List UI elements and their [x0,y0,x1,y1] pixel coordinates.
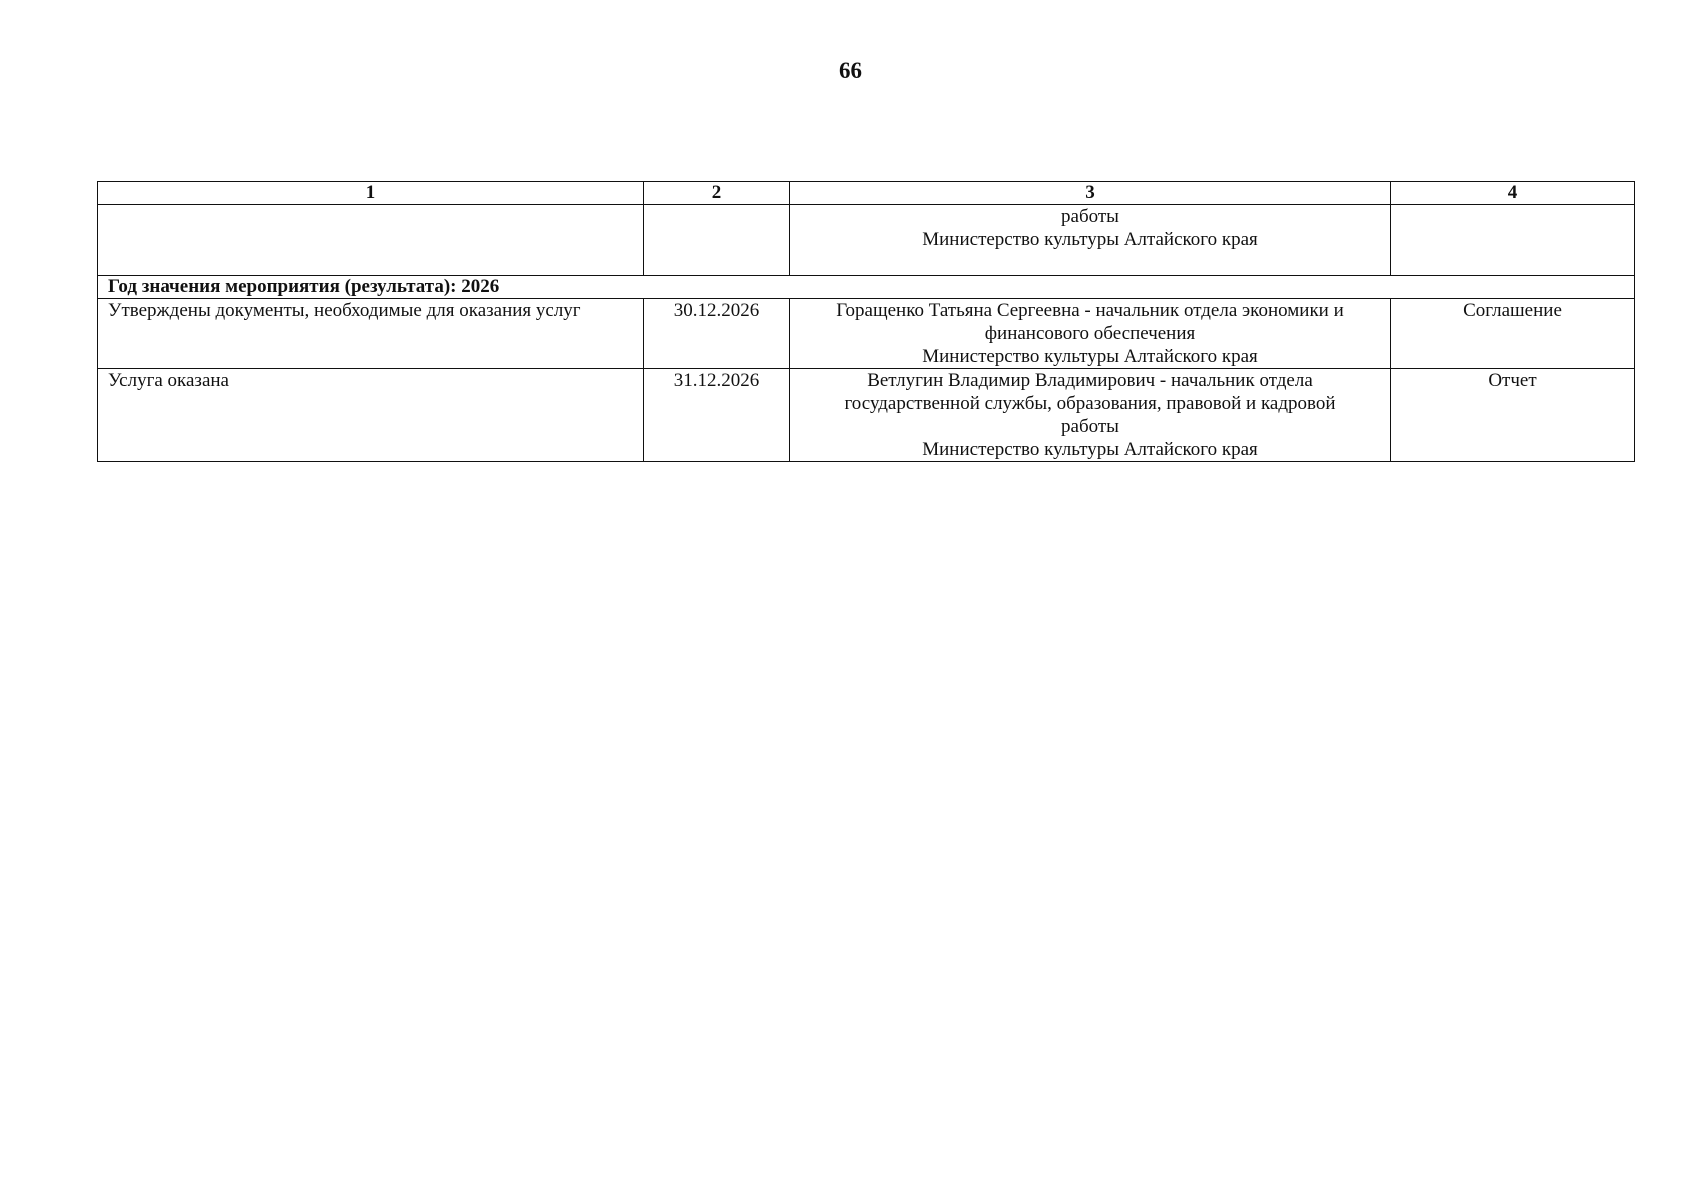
table-cell [1391,205,1635,276]
date-cell: 30.12.2026 [644,299,790,369]
measures-table [97,181,1635,462]
responsible-line: работы [1061,206,1119,227]
table-header-row [98,182,1635,205]
responsible-cell [790,299,1391,369]
column-header-2: 2 [644,182,790,205]
responsible-line: Горащенко Татьяна Сергеевна - начальник отдела экономики и [836,300,1344,321]
responsible-cell [790,369,1391,462]
column-header-4: 4 [1391,182,1635,205]
column-header-3: 3 [790,182,1391,205]
table-row-continuation [98,205,1635,276]
result-name-cell: Утверждены документы, необходимые для оказания услуг [98,299,644,369]
table-row [98,369,1635,462]
responsible-line: государственной службы, образования, правовой и кадровой [844,393,1336,414]
column-header-1: 1 [98,182,644,205]
table-cell [644,205,790,276]
responsible-line: Министерство культуры Алтайского края [922,439,1258,460]
result-name-cell: Услуга оказана [98,369,644,462]
document-type-cell: Отчет [1391,369,1635,462]
page-number: 66 [839,58,862,83]
table-row [98,299,1635,369]
responsible-line: Министерство культуры Алтайского края [922,229,1258,250]
responsible-line: Ветлугин Владимир Владимирович - начальник отдела [867,370,1313,391]
responsible-line: работы [1061,416,1119,437]
section-title: Год значения мероприятия (результата): 2026 [98,276,1635,299]
date-cell: 31.12.2026 [644,369,790,462]
document-type-cell: Соглашение [1391,299,1635,369]
responsible-line: финансового обеспечения [984,323,1196,344]
responsible-line: Министерство культуры Алтайского края [922,346,1258,367]
table-cell [98,205,644,276]
responsible-cell [790,205,1391,276]
section-row [98,276,1635,299]
